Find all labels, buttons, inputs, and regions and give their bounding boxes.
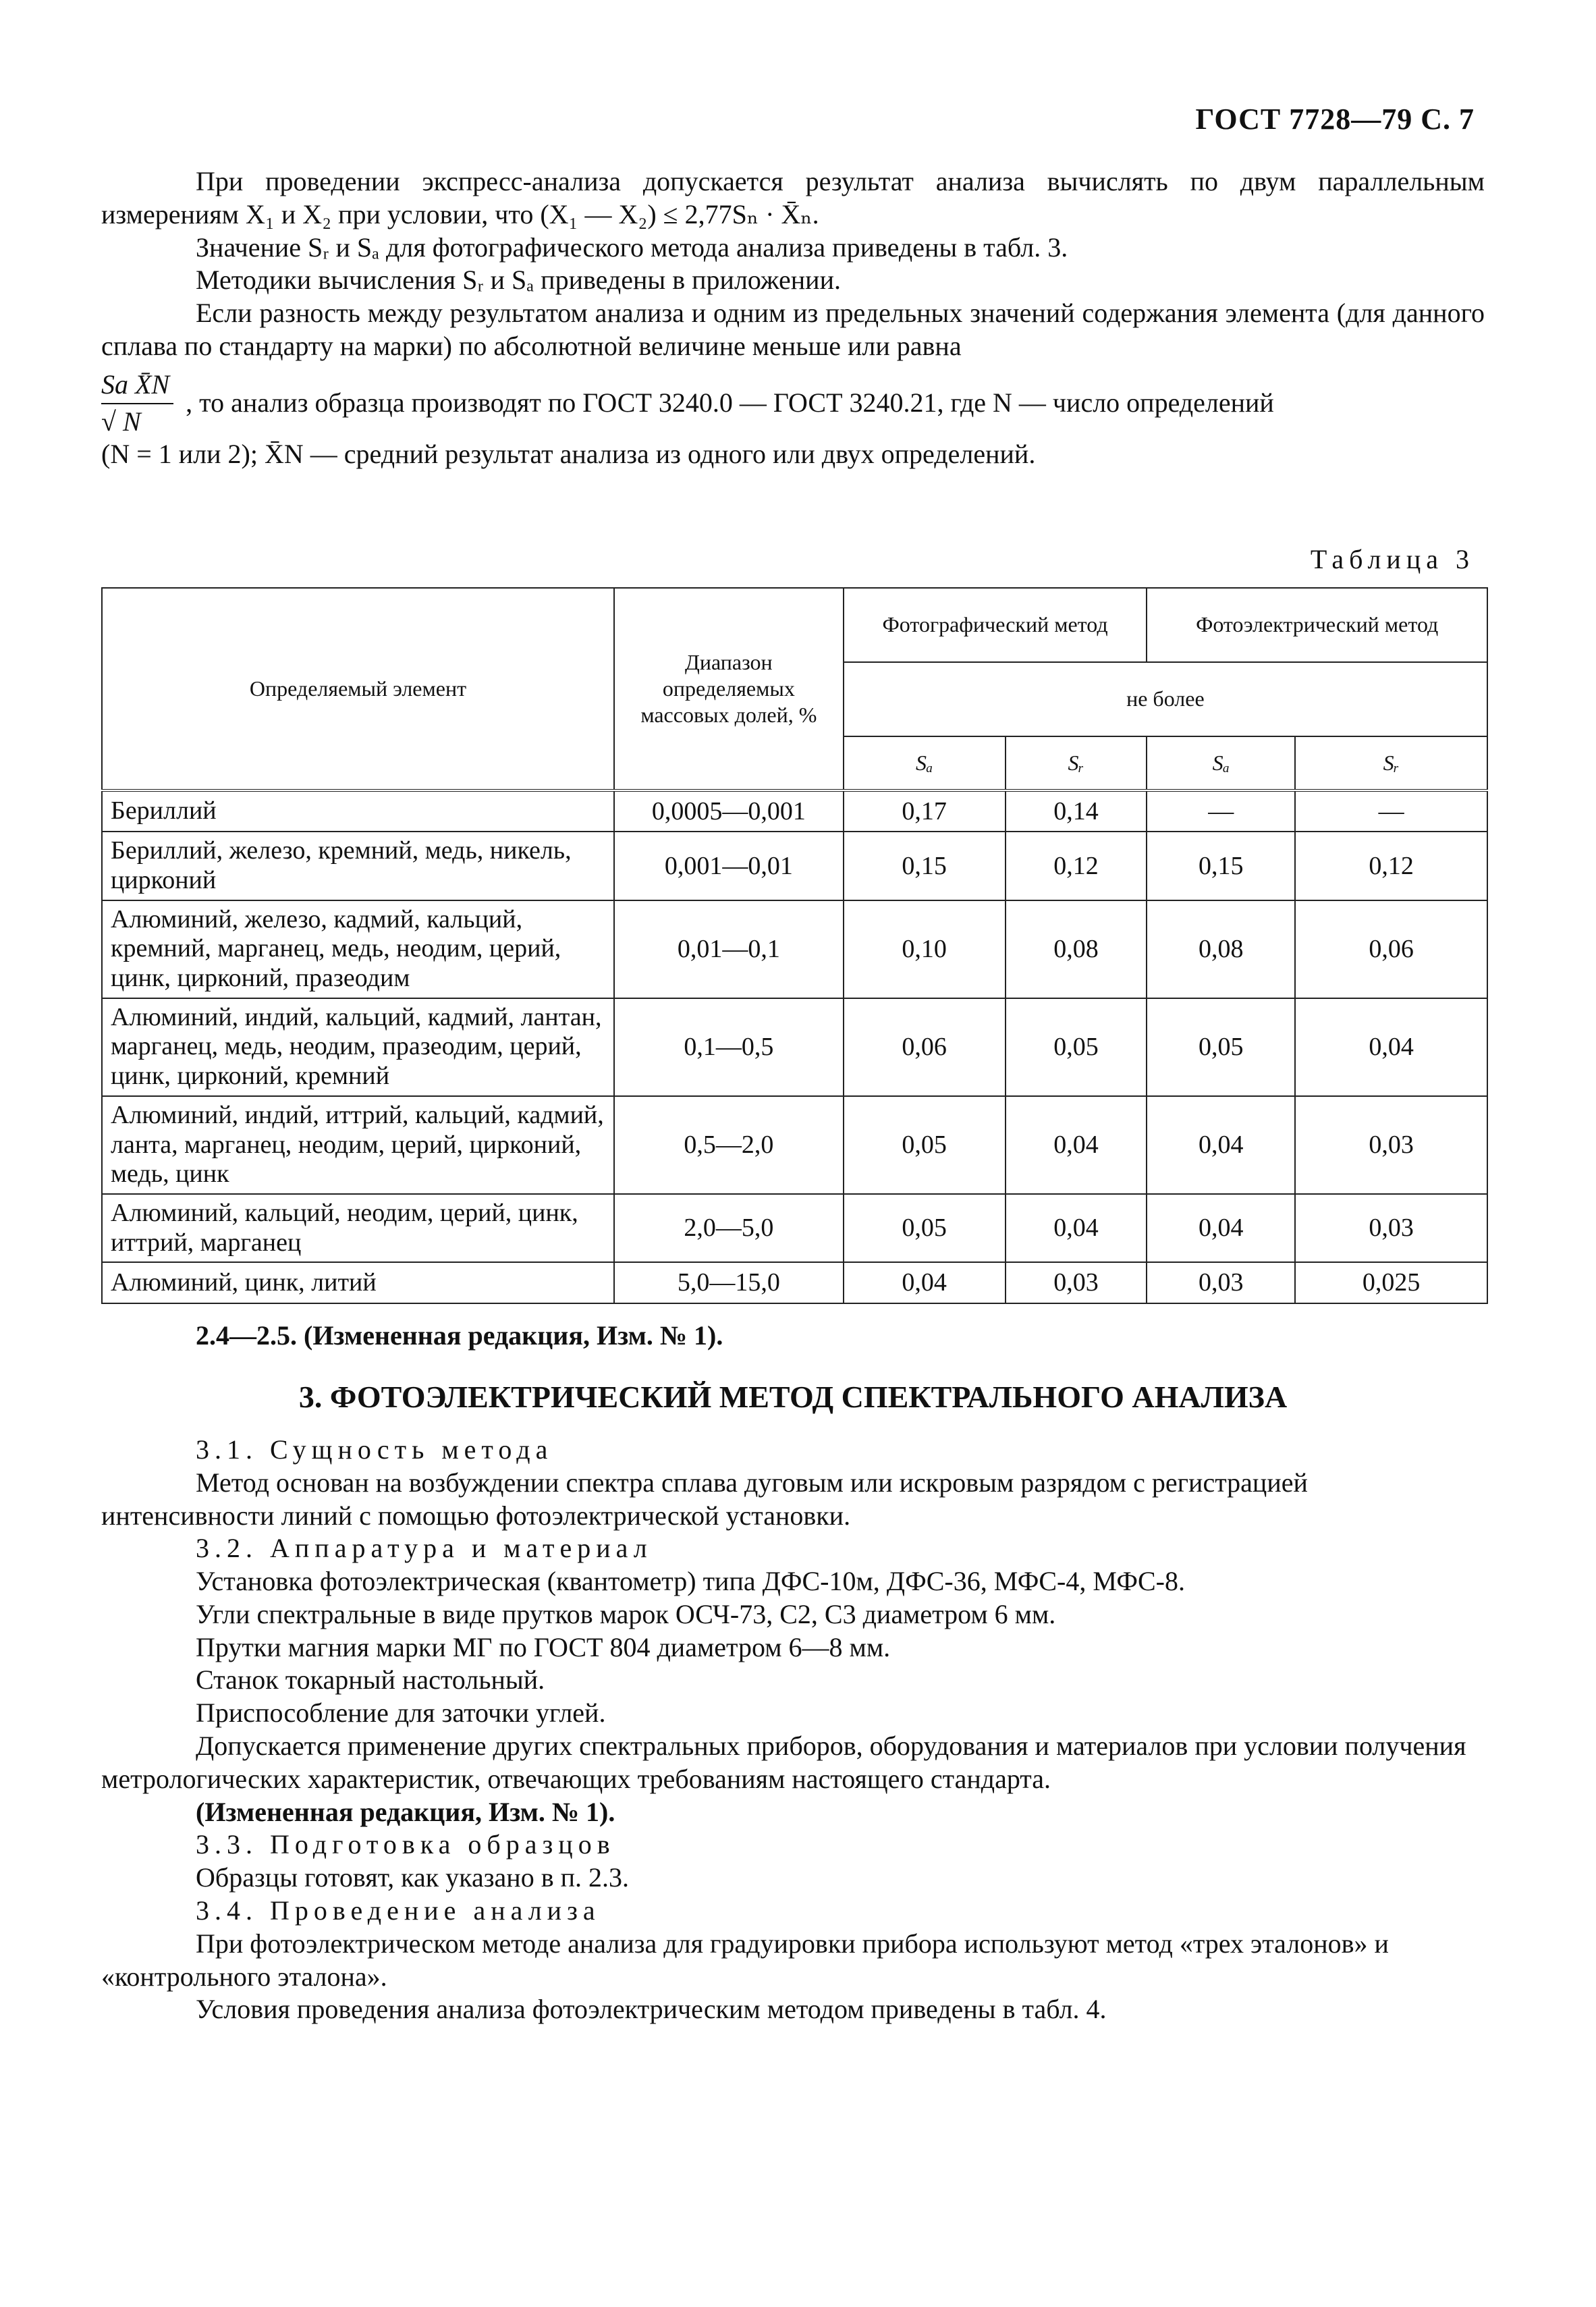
table-row [102,1194,1487,1262]
cell-value: 0,025 [1295,1262,1487,1303]
paragraph-n-definition: (N = 1 или 2); X̄N — средний результат анализа из одного или двух определений. [101,439,1036,470]
cell-element: Алюминий, цинк, литий [102,1262,614,1303]
intro-text [101,165,1485,471]
table-row [102,832,1487,900]
equipment-line: Приспособление для заточки углей. [196,1698,606,1729]
cell-value: 0,08 [1147,900,1295,998]
paragraph-difference: Если разность между результатом анализа и одним из предельных значений содержания элемента (для данного сплава по стандарту на марки) по абсолютной величине меньше или равна [101,298,1485,361]
cell-element: Бериллий, железо, кремний, медь, никель, цирконий [102,832,614,900]
cell-value: 0,03 [1295,1096,1487,1194]
header-photoelectric: Фотоэлектрический метод [1147,588,1487,662]
subsection-3-2: 3.2. Аппаратура и материал [196,1533,653,1564]
cell-element: Алюминий, индий, иттрий, кальций, кадмий, ланта, марганец, неодим, церий, цирконий, медь, цинк [102,1096,614,1194]
header-sr-photo: Sᵣ [1006,736,1147,790]
cell-value: 0,08 [1006,900,1147,998]
cell-range: 0,0005—0,001 [614,790,844,832]
fraction-numerator: Sa X̄N [101,369,173,404]
cell-element: Алюминий, индий, кальций, кадмий, лантан, марганец, медь, неодим, празеодим, церий, цинк, цирконий, кремний [102,998,614,1096]
cell-range: 0,01—0,1 [614,900,844,998]
cell-value: 0,05 [844,1096,1006,1194]
subsection-3-3-text: Образцы готовят, как указано в п. 2.3. [196,1862,629,1893]
cell-range: 0,001—0,01 [614,832,844,900]
cell-value: 0,04 [1006,1194,1147,1262]
section-3 [101,1320,1485,2026]
fraction [101,369,173,439]
amendment-note [101,1320,1485,1353]
paragraph-values-table3: Значение Sᵣ и Sₐ для фотографического метода анализа приведены в табл. 3. [196,232,1068,263]
cell-value: 0,03 [1147,1262,1295,1303]
cell-value: 0,15 [1147,832,1295,900]
subsection-3-3: 3.3. Подготовка образцов [196,1829,615,1860]
header-element: Определяемый элемент [102,588,614,790]
cell-value: 0,04 [1147,1096,1295,1194]
fraction-line [101,369,1485,439]
equipment-line: Угли спектральные в виде прутков марок ОСЧ-73, С2, С3 диаметром 6 мм. [196,1598,1056,1629]
header-sa-photoel: Sₐ [1147,736,1295,790]
subsection-3-4-text-2: Условия проведения анализа фотоэлектрическим методом приведены в табл. 4. [196,1994,1107,2025]
cell-range: 2,0—5,0 [614,1194,844,1262]
cell-value: 0,03 [1295,1194,1487,1262]
cell-value: 0,05 [1006,998,1147,1096]
results-table [101,587,1488,1304]
table-row [102,900,1487,998]
equipment-line: Прутки магния марки МГ по ГОСТ 804 диаметром 6—8 мм. [196,1631,891,1662]
amendment-note-2: (Измененная редакция, Изм. № 1). [196,1796,615,1827]
cell-value: — [1147,790,1295,832]
header-range: Диапазон определяемых массовых долей, % [614,588,844,790]
header-not-more: не более [844,662,1487,736]
table-row [102,1096,1487,1194]
cell-range: 0,5—2,0 [614,1096,844,1194]
cell-value: 0,04 [1006,1096,1147,1194]
cell-value: 0,15 [844,832,1006,900]
cell-element: Алюминий, железо, кадмий, кальций, кремний, марганец, медь, неодим, церий, цинк, цирконий, празеодим [102,900,614,998]
cell-value: 0,04 [844,1262,1006,1303]
table-row [102,790,1487,832]
section-title: 3. ФОТОЭЛЕКТРИЧЕСКИЙ МЕТОД СПЕКТРАЛЬНОГО АНАЛИЗА [298,1379,1288,1414]
cell-value: 0,17 [844,790,1006,832]
header-photographic: Фотографический метод [844,588,1147,662]
cell-value: 0,04 [1147,1194,1295,1262]
cell-range: 5,0—15,0 [614,1262,844,1303]
equipment-line: Допускается применение других спектральных приборов, оборудования и материалов при условии получения метрологических характеристик, отвечающих требованиям настоящего стандарта. [101,1731,1466,1794]
cell-value: — [1295,790,1487,832]
subsection-3-1: 3.1. Сущность метода [196,1434,553,1465]
table-row [102,998,1487,1096]
cell-value: 0,03 [1006,1262,1147,1303]
cell-value: 0,06 [1295,900,1487,998]
paragraph-express-analysis: При проведении экспресс-анализа допускается результат анализа вычислять по двум параллельным измерениям X₁ и X₂ при условии, что (X₁ — X₂) ≤ 2,77Sₙ · X̄ₙ. [101,166,1485,229]
cell-value: 0,14 [1006,790,1147,832]
header-sr-photoel: Sᵣ [1295,736,1487,790]
cell-value: 0,12 [1295,832,1487,900]
cell-range: 0,1—0,5 [614,998,844,1096]
subsection-3-4: 3.4. Проведение анализа [196,1895,601,1926]
subsection-3-4-text: При фотоэлектрическом методе анализа для градуировки прибора используют метод «трех эталонов» и «контрольного эталона». [101,1928,1389,1992]
equipment-line: Станок токарный настольный. [196,1664,545,1695]
cell-value: 0,04 [1295,998,1487,1096]
cell-element: Бериллий [102,790,614,832]
cell-value: 0,10 [844,900,1006,998]
header-sa-photo: Sₐ [844,736,1006,790]
amendment-text: 2.4—2.5. (Измененная редакция, Изм. № 1). [196,1320,723,1351]
cell-element: Алюминий, кальций, неодим, церий, цинк, иттрий, марганец [102,1194,614,1262]
fraction-denominator: √ N [101,406,141,437]
cell-value: 0,06 [844,998,1006,1096]
cell-value: 0,05 [1147,998,1295,1096]
page-header: ГОСТ 7728—79 С. 7 [1195,103,1475,136]
paragraph-methods-appendix: Методики вычисления Sᵣ и Sₐ приведены в приложении. [196,265,841,296]
table-caption: Таблица 3 [1310,544,1475,574]
cell-value: 0,12 [1006,832,1147,900]
equipment-line: Установка фотоэлектрическая (квантометр) типа ДФС-10м, ДФС-36, МФС-4, МФС-8. [196,1566,1185,1597]
table-row [102,1262,1487,1303]
subsection-3-1-text: Метод основан на возбуждении спектра сплава дуговым или искровым разрядом с регистрацией интенсивности линий с помощью фотоэлектрической установки. [101,1467,1308,1531]
fraction-continuation: , то анализ образца производят по ГОСТ 3240.0 — ГОСТ 3240.21, где N — число определений [186,387,1274,418]
cell-value: 0,05 [844,1194,1006,1262]
